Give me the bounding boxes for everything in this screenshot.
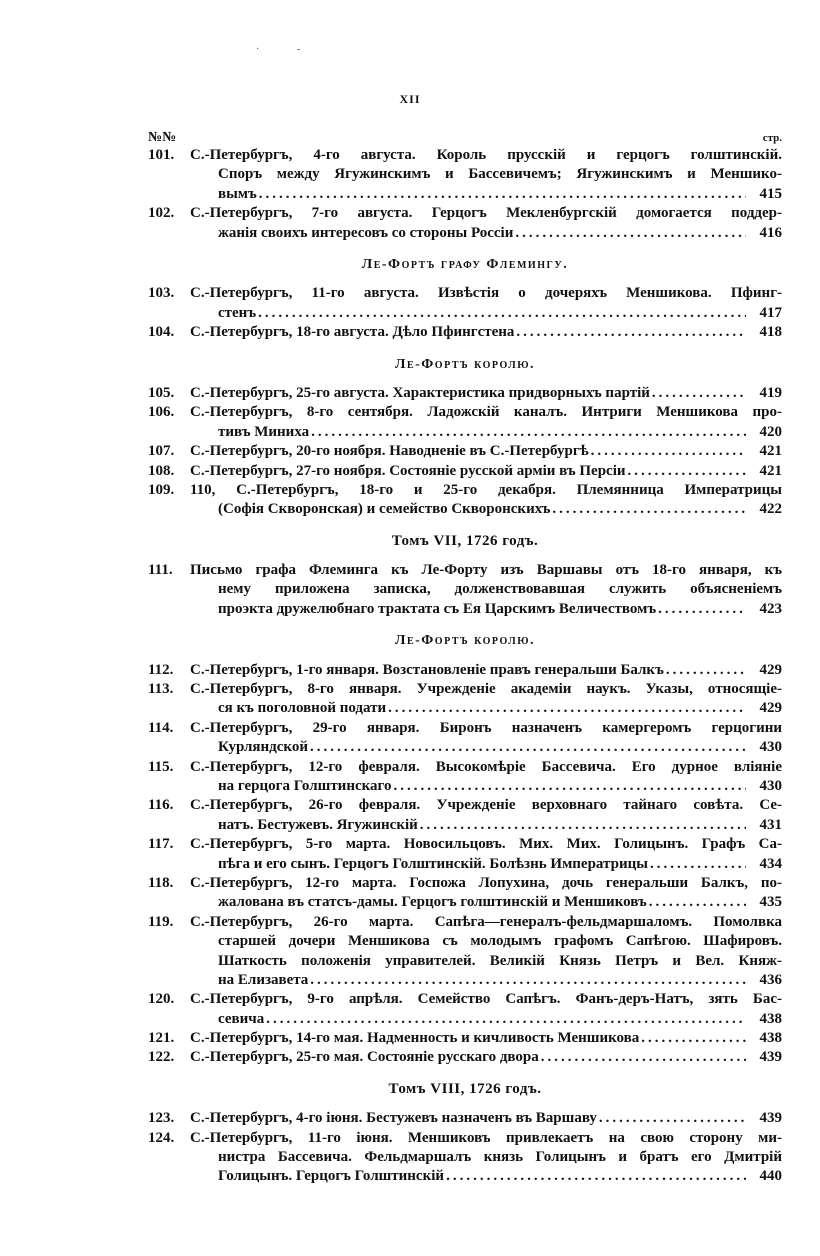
toc-entry: [148, 561, 782, 619]
entry-line: [148, 481, 782, 500]
entry-line: [148, 893, 782, 912]
number-column-header: №№: [148, 130, 177, 145]
entry-text: С.-Петербургъ, 5-го марта. Новосильцовъ. Мих. Мих. Голицынъ. Графъ Са-: [190, 836, 782, 853]
entry-text: (Софія Скворонская) и семейство Скворонскихъ: [218, 501, 551, 518]
page-number: 436: [759, 971, 782, 988]
entry-text: пѣга и его сынъ. Герцогъ Голштинскій. Болѣзнь Императрицы: [218, 855, 648, 872]
entry-text: С.-Петербургъ, 25-го августа. Характеристика придворныхъ партій: [190, 384, 650, 401]
toc-entry: [148, 661, 782, 680]
entry-line: [148, 1129, 782, 1148]
dot-leader: [652, 384, 746, 403]
entry-line: [148, 874, 782, 893]
entry-text: стенъ: [218, 304, 257, 321]
section-heading: Томъ VIII, 1726 годъ.: [388, 1080, 542, 1097]
entry-text: севича: [218, 1010, 265, 1027]
page-number: 429: [759, 700, 782, 717]
entry-line: [148, 738, 782, 757]
page-number: 439: [759, 1049, 782, 1066]
entry-number: 124.: [148, 1129, 175, 1146]
entry-line: [148, 719, 782, 738]
entry-line: [148, 146, 782, 165]
entry-line: [148, 423, 782, 442]
entry-line: [148, 796, 782, 815]
entry-text: С.-Петербургъ, 8-го сентября. Ладожскій каналъ. Интриги Меншикова про-: [190, 404, 782, 421]
toc-entry: [148, 913, 782, 991]
entry-text: С.-Петербургъ, 29-го января. Биронъ назначенъ камергеромъ герцогини: [190, 719, 782, 736]
entry-line: [148, 855, 782, 874]
entry-line: [148, 835, 782, 854]
page-number: 431: [759, 816, 782, 833]
entry-line: [148, 561, 782, 580]
entry-line: [148, 777, 782, 796]
entry-text: на Елизавета: [218, 971, 309, 988]
entry-line: [148, 816, 782, 835]
entry-text: С.-Петербургъ, 26-го февраля. Учрежденіе верховнаго тайнаго совѣта. Се-: [190, 797, 782, 814]
toc-entry: [148, 874, 782, 913]
toc-entry: [148, 462, 782, 481]
column-headers: [148, 130, 782, 146]
toc-entry: [148, 323, 782, 342]
toc-entry: [148, 204, 782, 243]
dot-leader: [446, 1167, 746, 1186]
entry-line: [148, 304, 782, 323]
entry-line: [148, 952, 782, 971]
page-number: 430: [759, 739, 782, 756]
toc-entry: [148, 1109, 782, 1128]
entry-number: 116.: [148, 797, 174, 814]
entry-line: [148, 1029, 782, 1048]
toc-entry: [148, 481, 782, 520]
toc-entry: [148, 719, 782, 758]
entry-line: [148, 580, 782, 599]
page-number: 420: [759, 423, 782, 440]
entry-text: нему приложена записка, долженствовавшая служить объясненіемъ: [218, 581, 782, 598]
entry-number: 122.: [148, 1049, 175, 1066]
entry-line: [148, 600, 782, 619]
entry-line: [148, 1010, 782, 1029]
entry-number: 115.: [148, 758, 174, 775]
entry-number: 104.: [148, 324, 175, 341]
entry-text: жалована въ статсъ-дамы. Герцогъ голштинскій и Меншиковъ: [218, 894, 647, 911]
entry-text: С.-Петербургъ, 20-го ноября. Наводненіе въ С.-Петербургѣ: [190, 443, 589, 460]
entry-text: Споръ между Ягужинскимъ и Бассевичемъ; Ягужинскимъ и Меншико-: [218, 166, 782, 183]
entry-number: 118.: [148, 874, 174, 891]
section-heading: Томъ VII, 1726 годъ.: [391, 532, 539, 549]
entry-text: 110, С.-Петербургъ, 18-го и 25-го декабря. Племянница Императрицы: [190, 481, 782, 498]
entry-line: [148, 384, 782, 403]
dot-leader: [541, 1048, 746, 1067]
entry-text: С.-Петербургъ, 27-го ноября. Состояніе русской арміи въ Персіи: [190, 462, 626, 479]
entry-number: 123.: [148, 1110, 175, 1127]
page-number: 417: [759, 304, 782, 321]
dot-leader: [393, 777, 746, 796]
entry-number: 119.: [148, 913, 174, 930]
entry-text: натъ. Бестужевъ. Ягужинскій: [218, 816, 418, 833]
entry-number: 111.: [148, 562, 173, 579]
page-number: 440: [759, 1168, 782, 1185]
section-heading: Ле-Фортъ королю.: [395, 633, 535, 649]
entry-line: [148, 462, 782, 481]
entry-line: [148, 1109, 782, 1128]
entry-line: [148, 680, 782, 699]
entry-line: [148, 442, 782, 461]
dot-leader: [650, 855, 746, 874]
entry-text: тивъ Миниха: [218, 423, 310, 440]
entry-text: С.-Петербургъ, 1-го января. Возстановленіе правъ генеральши Балкъ: [190, 661, 664, 678]
entry-number: 120.: [148, 991, 175, 1008]
toc-entry: [148, 403, 782, 442]
dot-leader: [259, 185, 746, 204]
dot-leader: [628, 462, 746, 481]
entry-line: [148, 699, 782, 718]
dot-leader: [310, 971, 746, 990]
entry-text: С.-Петербургъ, 8-го января. Учрежденіе академіи наукъ. Указы, относящіе-: [190, 681, 782, 698]
entry-number: 113.: [148, 681, 174, 698]
entry-line: [148, 204, 782, 223]
entry-text: вымъ: [218, 185, 257, 202]
dot-leader: [591, 442, 746, 461]
entry-text: старшей дочери Меншикова съ молодымъ графомъ Сапѣгою. Шафировъ.: [218, 933, 782, 950]
entry-line: [148, 500, 782, 519]
section-heading: Ле-Фортъ графу Флемингу.: [361, 256, 569, 272]
dot-leader: [649, 893, 746, 912]
toc-entry: [148, 146, 782, 204]
entry-number: 114.: [148, 719, 174, 736]
page-number: 419: [759, 384, 782, 401]
entry-text: жанія своихъ интересовъ со стороны Россіи: [218, 224, 514, 241]
entry-number: 109.: [148, 481, 175, 498]
entry-text: С.-Петербургъ, 4-го августа. Король прусскій и герцогъ голштинскій.: [190, 147, 782, 163]
entry-line: [148, 1148, 782, 1167]
dot-leader: [599, 1109, 746, 1128]
toc-entry: [148, 680, 782, 719]
entry-number: 108.: [148, 462, 175, 479]
entry-text: проэкта дружелюбнаго трактата съ Ея Царскимъ Величествомъ: [218, 600, 657, 617]
entry-line: [148, 913, 782, 932]
page-number: 421: [759, 462, 782, 479]
page-number: 429: [759, 661, 782, 678]
entry-number: 105.: [148, 384, 175, 401]
entry-number: 103.: [148, 285, 175, 302]
entry-text: С.-Петербургъ, 12-го марта. Госпожа Лопухина, дочь генеральши Балкъ, по-: [190, 874, 782, 891]
dot-leader: [515, 224, 746, 243]
dot-leader: [666, 661, 746, 680]
page-number: 438: [759, 1010, 782, 1027]
dot-leader: [658, 600, 746, 619]
entry-line: [148, 971, 782, 990]
toc-entry: [148, 442, 782, 461]
dot-leader: [552, 500, 746, 519]
entry-text: Голицынъ. Герцогъ Голштинскій: [218, 1168, 445, 1185]
entry-line: [148, 323, 782, 342]
entry-line: [148, 284, 782, 303]
toc-entry: [148, 1029, 782, 1048]
dot-leader: [420, 816, 746, 835]
entry-line: [148, 165, 782, 184]
entry-text: С.-Петербургъ, 26-го марта. Сапѣга—генералъ-фельдмаршаломъ. Помолвка: [190, 913, 782, 930]
entry-line: [148, 932, 782, 951]
entry-number: 117.: [148, 836, 174, 853]
page-number: 423: [759, 600, 782, 617]
page-number: 439: [759, 1110, 782, 1127]
section-heading: Ле-Фортъ королю.: [395, 356, 535, 372]
entry-line: [148, 1048, 782, 1067]
page-column-header: стр.: [762, 132, 782, 144]
entry-text: Письмо графа Флеминга къ Ле-Форту изъ Варшавы отъ 18-го января, къ: [190, 562, 782, 579]
entry-text: Курляндской: [218, 739, 308, 756]
entry-number: 106.: [148, 404, 175, 421]
dot-leader: [266, 1010, 746, 1029]
entry-line: [148, 403, 782, 422]
dot-leader: [516, 323, 746, 342]
entry-text: С.-Петербургъ, 11-го іюня. Меншиковъ привлекаетъ на свою сторону ми-: [190, 1129, 782, 1146]
page-number: 421: [759, 443, 782, 460]
entry-line: [148, 661, 782, 680]
page-number: 416: [759, 224, 782, 241]
entry-text: С.-Петербургъ, 12-го февраля. Высокомѣріе Бассевича. Его дурное вліяніе: [190, 758, 782, 775]
toc-entry: [148, 384, 782, 403]
entry-line: [148, 1167, 782, 1186]
toc-entry: [148, 835, 782, 874]
entry-number: 121.: [148, 1030, 175, 1047]
toc-entry: [148, 990, 782, 1029]
entry-text: С.-Петербургъ, 18-го августа. Дѣло Пфингстена: [190, 324, 515, 341]
entry-text: С.-Петербургъ, 11-го августа. Извѣстія о дочеряхъ Меншикова. Пфинг-: [190, 285, 782, 302]
page-folio: XII: [399, 92, 421, 106]
entry-line: [148, 224, 782, 243]
page-number: 434: [759, 855, 782, 872]
entry-number: 112.: [148, 661, 174, 678]
page-number: 430: [759, 778, 782, 794]
entry-text: нистра Бассевича. Фельдмаршалъ князь Голицынъ и братъ его Дмитрій: [218, 1149, 782, 1166]
entry-line: [148, 990, 782, 1009]
entry-text: С.-Петербургъ, 7-го августа. Герцогъ Мекленбургскій домогается поддер-: [190, 205, 782, 222]
dot-leader: [310, 738, 746, 757]
entry-text: С.-Петербургъ, 4-го іюня. Бестужевъ назначенъ въ Варшаву: [190, 1110, 597, 1127]
entry-number: 102.: [148, 205, 175, 222]
toc-entry: [148, 1048, 782, 1067]
toc-entry: [148, 758, 782, 797]
entry-number: 101.: [148, 147, 175, 163]
dot-leader: [388, 699, 746, 718]
dot-leader: [311, 423, 746, 442]
page-number: 422: [759, 501, 782, 518]
entry-line: [148, 758, 782, 777]
dot-leader: [641, 1029, 746, 1048]
toc-entry: [148, 796, 782, 835]
scan-specks: · -: [256, 44, 301, 55]
page-number: 415: [759, 185, 782, 202]
entry-text: С.-Петербургъ, 25-го мая. Состояніе русскаго двора: [190, 1049, 539, 1066]
page-number: 438: [759, 1030, 782, 1047]
entry-text: Шаткость положенія управителей. Великій Князь Петръ и Вел. Княж-: [218, 952, 782, 969]
entry-line: [148, 185, 782, 204]
page-number: 418: [759, 324, 782, 341]
toc-entry: [148, 1129, 782, 1187]
toc-entry: [148, 284, 782, 323]
table-of-contents: [148, 130, 782, 1187]
entry-text: на герцога Голштинскаго: [218, 778, 392, 794]
entry-text: С.-Петербургъ, 14-го мая. Надменность и кичливость Меншикова: [190, 1030, 640, 1047]
entry-text: С.-Петербургъ, 9-го апрѣля. Семейство Сапѣгъ. Фанъ-деръ-Натъ, зять Бас-: [190, 991, 782, 1008]
dot-leader: [258, 304, 746, 323]
entry-number: 107.: [148, 443, 175, 460]
page-number: 435: [759, 894, 782, 911]
entry-text: ся къ поголовной подати: [218, 700, 387, 717]
